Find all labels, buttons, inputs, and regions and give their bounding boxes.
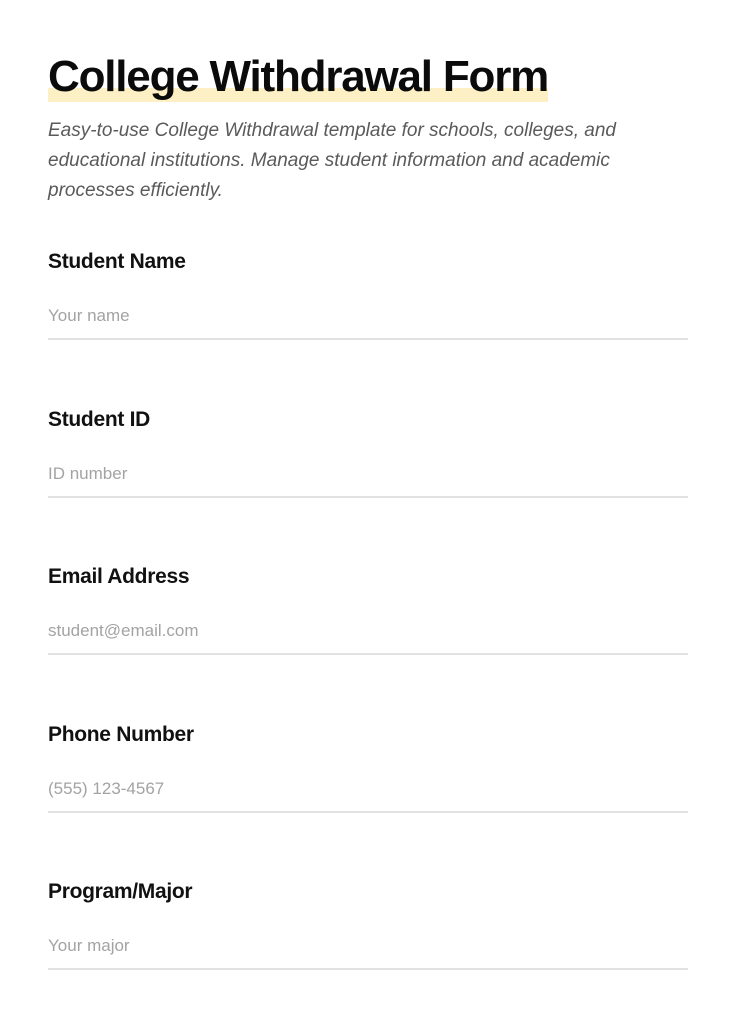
phone-input[interactable] (48, 767, 688, 813)
student-id-input[interactable] (48, 452, 688, 498)
form-fields (48, 248, 688, 1024)
student-id-label: Student ID (48, 407, 150, 431)
field-student-name (48, 248, 688, 406)
student-name-label: Student Name (48, 250, 186, 273)
form-description: Easy-to-use College Withdrawal template for schools, colleges, and educational institutions. Manage student information and academic processes efficiently. (48, 120, 616, 201)
email-input[interactable] (48, 609, 688, 655)
student-name-input[interactable] (48, 294, 688, 340)
field-student-id (48, 406, 688, 564)
program-label: Program/Major (48, 880, 193, 903)
phone-label: Phone Number (48, 722, 194, 746)
field-program (48, 878, 688, 1024)
field-phone (48, 721, 688, 879)
program-input[interactable] (48, 924, 688, 970)
form-title-wrapper (48, 52, 548, 102)
email-label: Email Address (48, 565, 190, 588)
field-email (48, 563, 688, 721)
form-title: College Withdrawal Form (48, 52, 549, 101)
